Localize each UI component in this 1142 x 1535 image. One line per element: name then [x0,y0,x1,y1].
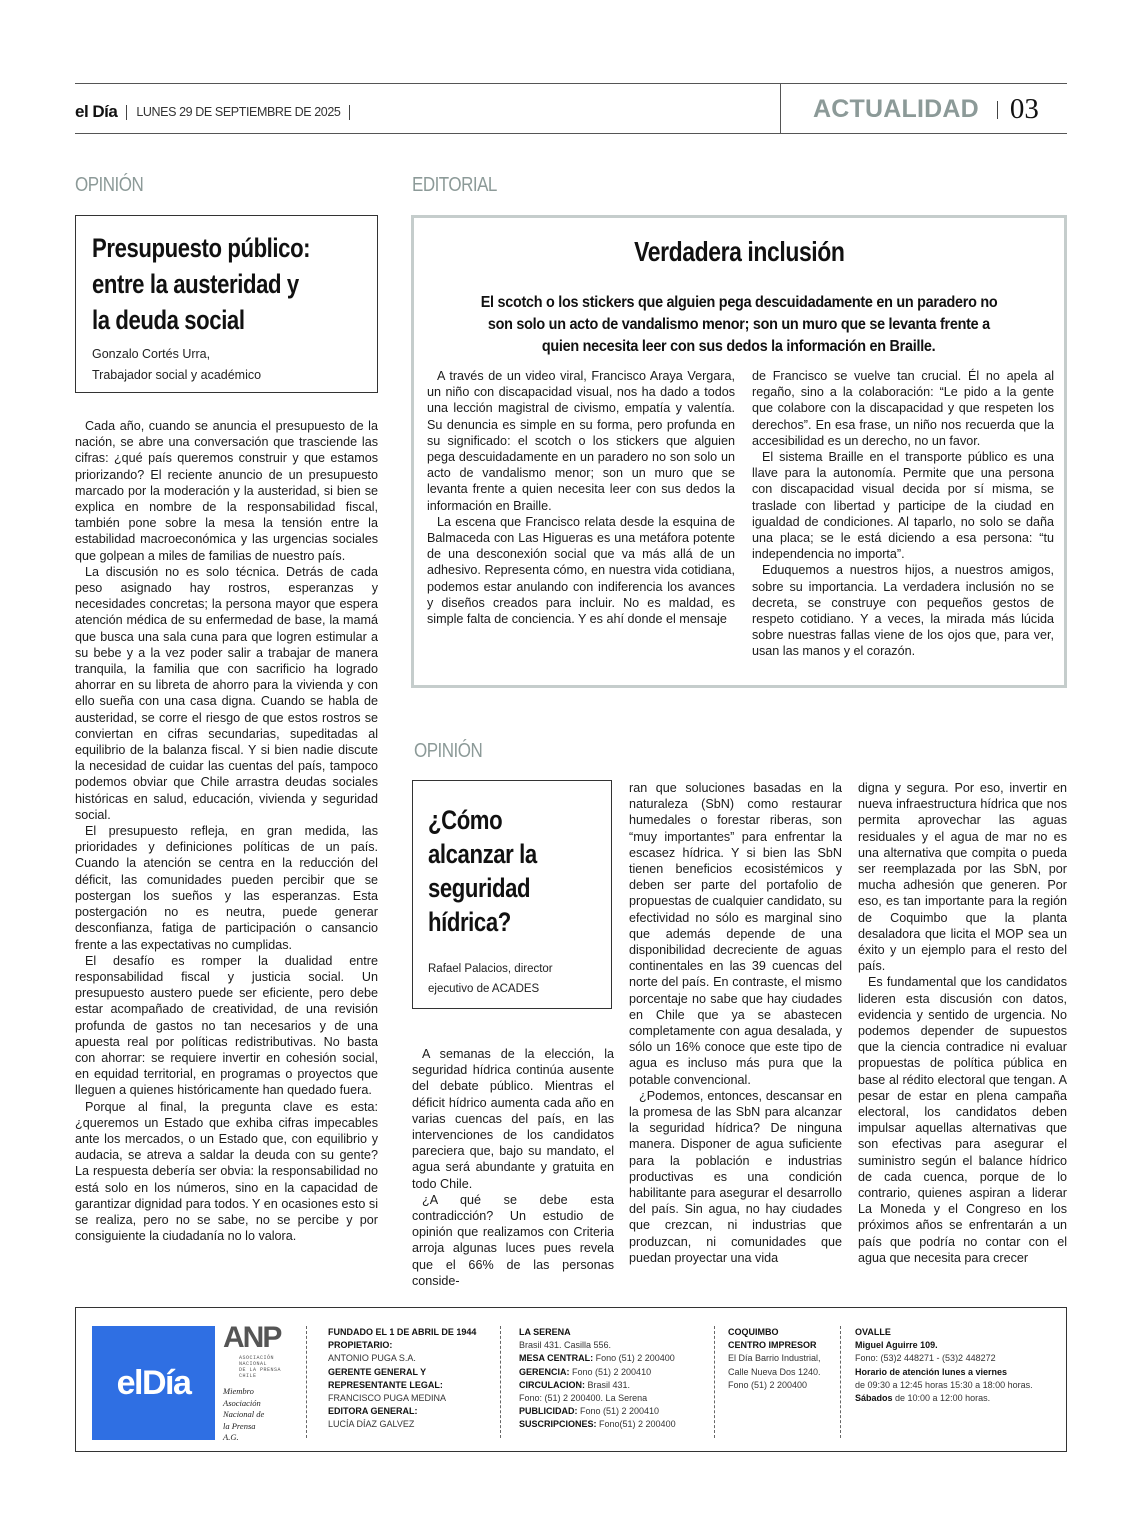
lead-line: El scotch o los stickers que alguien pega descuidadamente en un paradero no [480,294,998,311]
footer-line: Horario de atención lunes a viernes [855,1366,1008,1377]
footer-line: de 09:30 a 12:45 horas 15:30 a 18:00 horas. [855,1379,1033,1390]
value: Fono (51) 2 200410 [577,1406,660,1417]
anp-member-text [223,1386,264,1444]
paragraph: Es fundamental que los candidatos lideren esta discusión con datos, evidencia y sentido de urgencia. No podemos depender de supuestos que la ciencia contradice ni evaluar propuestas de política pública en base al rédito electoral que tengan. A pesar de estar en plena campaña electoral, los candidatos deben impulsar aquellas alternativas que son efectivas para asegurar el suministro según el balance hídrico de cada cuenca, porque de lo contrario, quienes aspiran a liderar La Moneda y el Congreso en los próximos años se enfrentarán a un país que podría no contar con el agua que necesita para crecer [858,975,1067,1265]
header-top-rule [75,83,1067,84]
footer-line: Fono (51) 2 200400 [728,1379,808,1390]
paragraph: A semanas de la elección, la seguridad hídrica continúa ausente del debate público. Mientras el déficit hídrico aumenta cada año en varias cuencas del país, en las intervenciones de los candidatos pareciera que, bajo su mandato, el agua será abundante y gratuita en todo Chile. [412,1047,614,1191]
footer-divider [840,1326,841,1438]
paragraph: Cada año, cuando se anuncia el presupuesto de la nación, se abre una conversación que trasciende las cifras: ¿qué país queremos construir y que estamos priorizando? El reciente anuncio de un presupuesto marcado por la moderación y la austeridad, si bien se explica en nombre de la responsabilidad fiscal, también pone sobre la mesa la tensión entre la estabilidad macroeconómica y las urgencias sociales que golpean a miles de familias de nuestro país. [75,419,378,563]
footer-line: GERENTE GENERAL Y [328,1366,427,1377]
footer-credits [75,1307,1067,1452]
opinion2-byline [428,959,628,999]
member-line: Asociación [223,1397,261,1408]
opinion1-byline [92,344,392,386]
opinion2-title-box [412,780,612,1009]
footer-divider [714,1326,715,1438]
section-header [813,93,1039,126]
opinion1-title-box [75,215,378,393]
paragraph: El presupuesto refleja, en gran medida, las prioridades y definiciones políticas de un país. Cuando la atención se centra en la reducción del déficit, las comunidades pueden percibir que se postergan los sueños y las esperanzas. Esta postergación no es neutra, puede generar desconfianza, fatiga de participación o cansancio frente a las expectativas no cumplidas. [75,824,378,952]
brand-logo: el Día [75,102,118,121]
paragraph: ¿A qué se debe esta contradicción? Un estudio de opinión que realizamos con Criteria arroja algunas luces pues revela que el 66% de las personas conside- [412,1192,614,1288]
editorial-col2 [752,368,1054,660]
member-line: A.G. [223,1432,239,1442]
footer-line: LUCÍA DÍAZ GALVEZ [328,1419,415,1430]
footer-line: Brasil 431. Casilla 556. [519,1340,612,1351]
paragraph: A través de un video viral, Francisco Araya Vergara, un niño con discapacidad visual, nos ha dado a todos una lección magistral de civismo, empatía y valentía. Su denuncia es simple en su forma, pero profunda en su significado: el scotch o los stickers que alguien pega descuidadamente en un paradero no son solo un acto de vandalismo menor; son un muro que se levanta frente a quien necesita leer con sus dedos la información en Braille. [427,369,735,513]
paragraph: El desafío es romper la dualidad entre responsabilidad fiscal y justicia social. Un presupuesto austero puede ser eficiente, pero debe estar acompañado de creatividad, de una revisión profunda de gastos no tan necesarios y de una apuesta real por políticas redistributivas. No basta con ahorrar: se requiere invertir en cohesión social, en equidad territorial, en programas o proyectos que lleguen a quienes históricamente han quedado fuera. [75,953,378,1098]
header-bottom-rule [75,133,1067,134]
footer-col-ovalle [855,1326,1033,1405]
editorial-col1 [427,368,735,627]
author-role: Trabajador social y académico [92,368,262,382]
section-kicker-opinion: OPINIÓN [75,174,144,196]
anp-caption [239,1355,293,1379]
footer-line: Miguel Aguirre 109. [855,1340,938,1351]
opinion1-headline [92,230,338,338]
headline-line: la deuda social [92,305,245,335]
headline-line: hídrica? [428,907,511,937]
footer-line: REPRESENTANTE LEGAL: [328,1379,443,1390]
footer-line [519,1352,676,1365]
label: PUBLICIDAD: [519,1406,578,1417]
footer-col-coquimbo [728,1326,821,1392]
headline-line: entre la austeridad y [92,269,299,299]
value: Fono (51) 2 200410 [569,1366,652,1377]
footer-col-title: OVALLE [855,1327,891,1337]
footer-line [519,1405,676,1418]
lead-line: son solo un acto de vandalismo menor; son un muro que se levanta frente a [487,316,991,333]
value: de 10:00 a 12:00 horas. [892,1393,991,1404]
opinion2-col2 [629,780,842,1266]
opinion2-headline [428,803,592,939]
footer-col-la-serena [519,1326,676,1432]
section-name: ACTUALIDAD [813,95,979,123]
opinion2-col1 [412,1046,614,1289]
footer-line: FUNDADO EL 1 DE ABRIL DE 1944 [328,1327,477,1337]
footer-line: CENTRO IMPRESOR [728,1340,817,1351]
headline-line: seguridad [428,873,531,903]
masthead [75,101,359,123]
member-line: la Prensa [223,1420,256,1431]
paragraph: La discusión no es solo técnica. Detrás de cada peso asignado hay rostros, esperanzas y necesidades concretas; la persona mayor que espera atención médica de su enfermedad de base, la mamá que busca una sala cuna para que logren estimular a su bebe y a la vez poder salir a trabajar de manera tranquila, la familia que con sacrificio ha logrado ahorrar en su libreta de ahorro para la vivienda y con ello sueña con una casa digna. Cuando se habla de austeridad, se corre el riesgo de que estos rostros se conviertan en cifras secundarias, supeditadas al equilibrio de la balanza fiscal. Y si bien nadie discute la necesidad de cuidar las cuentas del país, tampoco podemos obviar que Chile arrastra deudas sociales históricas en salud, educación, vivienda y seguridad social. [75,564,378,822]
anp-logo [223,1321,293,1379]
section-kicker-opinion: OPINIÓN [414,740,483,762]
editorial-headline: Verdadera inclusión [633,236,845,267]
paragraph: Eduquemos a nuestros hijos, a nuestros amigos, sobre su importancia. La verdadera inclusión no se decreta, se construye con pequeños gestos de respeto cotidiano. Y a veces, la mirada más lúcida sobre nuestras fallas viene de los ojos que, para ver, usan las manos y el corazón. [752,563,1054,659]
footer-col-title: COQUIMBO [728,1327,779,1337]
label: MESA CENTRAL: [519,1353,594,1364]
headline-line: Presupuesto público: [92,233,311,263]
separator [349,105,350,120]
page-number: 03 [1009,93,1039,125]
eldia-logo [92,1326,215,1440]
headline-line: alcanzar la [428,839,537,869]
editorial-lead [434,292,1044,358]
opinion2-col3 [858,780,1067,1266]
label: GERENCIA: [519,1366,570,1377]
logo-text: elDía [116,1363,191,1402]
publication-date: LUNES 29 DE SEPTIEMBRE DE 2025 [136,105,341,119]
paragraph: digna y segura. Por eso, invertir en nueva infraestructura hídrica que nos permita aprovechar las aguas residuales y el agua de mar no es una alternativa que compita o pueda ser reemplazada por las SbN, por mucha adhesión que generen. Por eso, es tan importante para la región de Coquimbo que la planta desaladora que licita el MOP sea un éxito y un ejemplo para el resto del país. [858,781,1067,974]
footer-col-founding [328,1326,476,1432]
headline-line: ¿Cómo [428,805,503,835]
anp-caption-line: DE LA PRENSA [239,1367,282,1373]
paragraph: ¿Podemos, entonces, descansar en la promesa de las SbN para alcanzar la seguridad hídrica? De ninguna manera. Disponer de agua suficiente para la población e industrias productivas es una condición habilitante para asegurar el desarrollo del país. Sin agua, no hay ciudades que crezcan, ni industrias que produzcan, ni comunidades que puedan proyectar una vida [629,1088,842,1265]
footer-line [519,1418,676,1431]
header-divider [780,83,781,134]
value: Brasil 431. [585,1379,631,1390]
footer-line: PROPIETARIO: [328,1340,393,1351]
paragraph: La escena que Francisco relata desde la esquina de Balmaceda con Las Higueras es una metáfora potente de una desconexión social que va más allá de un adhesivo. Representa cómo, en nuestra vida cotidiana, podemos estar anulando con indiferencia los avances y diseños creados para incluir. No es maldad, es simple falta de conciencia. Y es ahí donde el mensaje [427,514,735,627]
editorial-title-wrap [414,236,1064,268]
author-name: Rafael Palacios, director [428,963,553,975]
member-line: Nacional de [223,1409,265,1419]
anp-caption-line: CHILE [239,1373,257,1379]
section-kicker-editorial: EDITORIAL [412,174,497,196]
member-line: Miembro [223,1386,254,1396]
footer-line: Calle Nueva Dos 1240. [728,1366,821,1377]
opinion1-body [75,418,378,1244]
paragraph: ran que soluciones basadas en la naturaleza (SbN) como restaurar humedales o forestar riberas, son “muy importantes” para enfrentar la escasez hídrica. Y si bien las SbN tienen beneficios ecosistémicos y deben ser parte del portafolio de propuestas de cualquier candidato, su efectividad no sólo es marginal sino que además depende de una disponibilidad decreciente de aguas continentales en las 39 cuencas del norte del país. En contraste, el mismo porcentaje no sabe que hay ciudades en Chile que ya se abastecen completamente con agua desalada, y sólo un 16% conoce que este tipo de agua es incluso más pura que la potable convencional. [629,781,842,1087]
label: SUSCRIPCIONES: [519,1419,597,1430]
editorial-box [411,215,1067,688]
footer-line [519,1366,676,1379]
footer-line: El Día Barrio Industrial, [728,1353,821,1364]
author-name: Gonzalo Cortés Urra, [92,347,211,361]
label: Sábados [855,1393,893,1404]
footer-line [519,1379,676,1392]
footer-divider [500,1326,501,1438]
footer-line: ANTONIO PUGA S.A. [328,1353,416,1364]
footer-line [855,1392,1033,1405]
anp-caption-line: NACIONAL [239,1361,268,1367]
footer-line: FRANCISCO PUGA MEDINA [328,1393,447,1404]
separator [126,105,127,120]
author-role: ejecutivo de ACADES [428,983,540,995]
separator [997,101,998,119]
label: CIRCULACION: [519,1379,585,1390]
value: Fono(51) 2 200400 [596,1419,676,1430]
footer-divider [306,1326,307,1438]
paragraph: Porque al final, la pregunta clave es esta: ¿queremos un Estado que exhiba cifras impecables ante los mercados, o un Estado que, con equilibrio y audacia, se atreva a saldar la deuda con su gente? La respuesta debería ser obvia: la responsabilidad no está solo en los números, sino en la capacidad de garantizar dignidad para todos. Y en ocasiones esto si se realiza, pero no se sabe, no se percibe y por consiguiente la ciudadanía no lo valora. [75,1099,378,1244]
paragraph: de Francisco se vuelve tan crucial. Él no apela al regaño, sino a la colaboración: “Le pido a la gente que colabore con la discapacidad y que respeten los derechos”. En esa frase, un niño nos recuerda que la accesibilidad es un derecho, no un favor. [752,369,1054,448]
footer-line: Fono: (53)2 448271 - (53)2 448272 [855,1353,996,1364]
anp-caption-line: ASOCIACIÓN [239,1355,275,1361]
anp-mark: ANP [223,1321,281,1354]
footer-line: EDITORA GENERAL: [328,1406,418,1417]
paragraph: El sistema Braille en el transporte público es una llave para la autonomía. Permite que una persona con discapacidad visual decida por sí misma, se traslade con libertad y participe de la ciudad en igualdad de condiciones. Al taparlo, no solo se daña una placa; se le está diciendo a esa persona: “tu independencia no importa”. [752,450,1054,562]
value: Fono (51) 2 200400 [593,1353,675,1364]
footer-line: Fono: (51) 2 200400. La Serena [519,1393,648,1404]
lead-line: quien necesita leer con sus dedos la información en Braille. [542,338,936,355]
footer-col-title: LA SERENA [519,1327,571,1337]
